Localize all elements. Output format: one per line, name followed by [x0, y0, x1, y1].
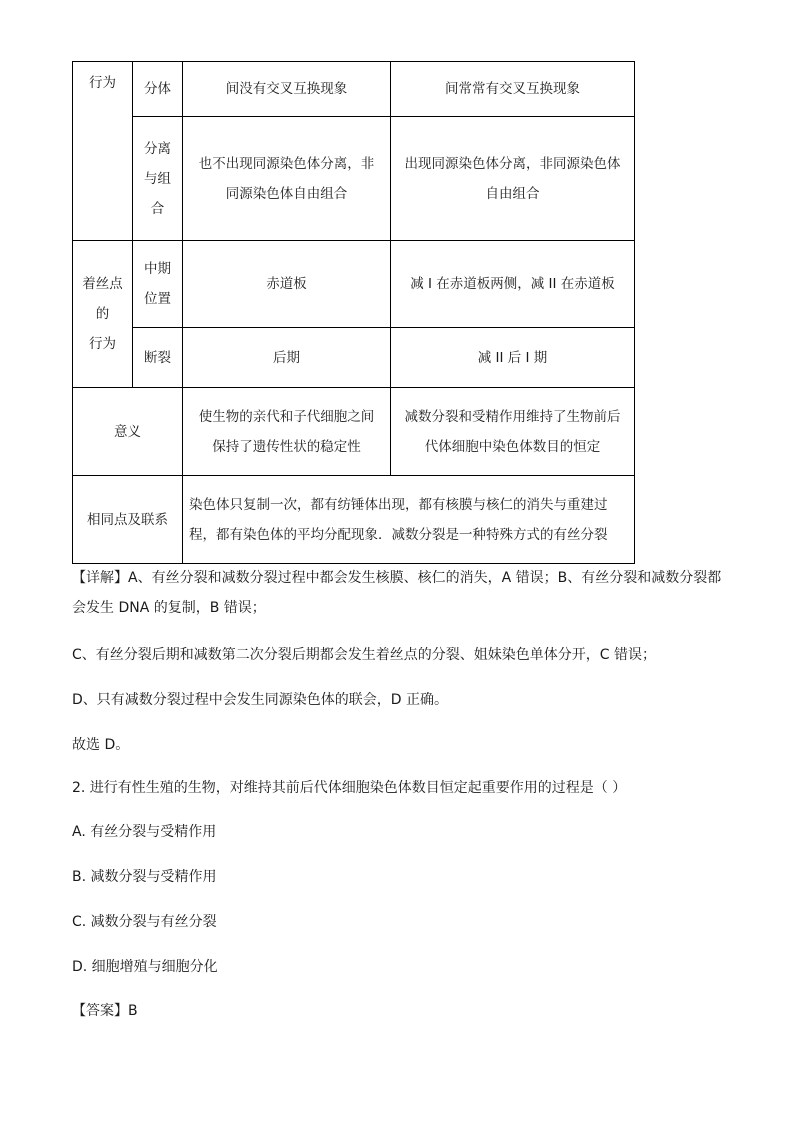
- table-cell: [391, 117, 635, 241]
- cell-line: 中期: [144, 261, 171, 277]
- cell-line: 使生物的亲代和子代细胞之间: [198, 408, 375, 425]
- answer-line: [72, 996, 752, 1026]
- option-d-explanation: D、只有减数分裂过程中会发生同源染色体的联会，D 正确。: [72, 692, 449, 708]
- table-cell: [183, 388, 391, 476]
- table-row: [73, 117, 635, 241]
- table-cell: 减 II 后 I 期: [391, 328, 635, 388]
- choice-statement: 故选 D。: [72, 737, 130, 753]
- cell-line: 同源染色体自由组合: [225, 185, 348, 202]
- detail-tag: 【详解】: [72, 570, 128, 586]
- cell-line: 染色体只复制一次，都有纺锤体出现，都有核膜与核仁的消失与重建过: [189, 496, 608, 513]
- question-text: 2. 进行有性生殖的生物，对维持其前后代体细胞染色体数目恒定起重要作用的过程是（ ）: [72, 780, 627, 796]
- option-a: A. 有丝分裂与受精作用: [72, 824, 217, 840]
- table-row: [73, 388, 635, 476]
- detail-line: 会发生 DNA 的复制，B 错误；: [72, 600, 266, 616]
- cell-line: 保持了遗传性状的稳定性: [212, 438, 361, 455]
- cell-line: 与组: [144, 170, 171, 187]
- table-cell: 分体: [133, 62, 183, 117]
- cell-line: 行为: [89, 336, 116, 352]
- table-cell: [133, 117, 183, 241]
- detail-paragraph: [72, 563, 752, 623]
- table-cell: 减 I 在赤道板两侧，减 II 在赤道板: [391, 241, 635, 328]
- cell-line: 合: [150, 200, 165, 217]
- answer-tag: 【答案】: [72, 1003, 128, 1019]
- table-cell: 间没有交叉互换现象: [183, 62, 391, 117]
- table-cell: 赤道板: [183, 241, 391, 328]
- table-row: [73, 241, 635, 328]
- table-cell: 后期: [183, 328, 391, 388]
- table-row: [73, 476, 635, 564]
- table-cell: [183, 117, 391, 241]
- cell-line: 分离: [144, 140, 171, 157]
- option-b: B. 减数分裂与受精作用: [72, 869, 217, 885]
- option-c: C. 减数分裂与有丝分裂: [72, 914, 217, 930]
- table-cell: 相同点及联系: [73, 476, 183, 564]
- cell-line: 着丝点: [82, 276, 123, 292]
- table-cell: [73, 241, 133, 388]
- answer-value: B: [128, 1003, 138, 1019]
- table-cell: [183, 476, 635, 564]
- table-cell: [391, 388, 635, 476]
- cell-line: 位置: [144, 291, 171, 307]
- table-cell: 行为: [73, 62, 133, 241]
- table-cell: 意义: [73, 388, 183, 476]
- cell-line: 减数分裂和受精作用维持了生物前后: [404, 408, 621, 425]
- cell-line: 自由组合: [485, 185, 540, 202]
- table-row: [73, 328, 635, 388]
- comparison-table: [72, 61, 635, 564]
- cell-line: 代体细胞中染色体数目的恒定: [424, 438, 601, 455]
- cell-line: 程，都有染色体的平均分配现象．减数分裂是一种特殊方式的有丝分裂: [189, 526, 608, 543]
- cell-line: 出现同源染色体分离，非同源染色体: [404, 155, 621, 172]
- table-cell: 间常常有交叉互换现象: [391, 62, 635, 117]
- cell-line: 也不出现同源染色体分离，非: [198, 155, 375, 172]
- option-d: D. 细胞增殖与细胞分化: [72, 959, 218, 975]
- table-row: [73, 62, 635, 117]
- option-c-explanation: C、有丝分裂后期和减数第二次分裂后期都会发生着丝点的分裂、姐妹染色单体分开，C 错误；: [72, 647, 656, 663]
- table-cell: [133, 241, 183, 328]
- detail-text: A、有丝分裂和减数分裂过程中都会发生核膜、核仁的消失，A 错误；B、有丝分裂和减数分裂都: [128, 570, 722, 586]
- table-cell: 断裂: [133, 328, 183, 388]
- detail-line: [72, 563, 752, 593]
- cell-line: 的: [95, 306, 110, 322]
